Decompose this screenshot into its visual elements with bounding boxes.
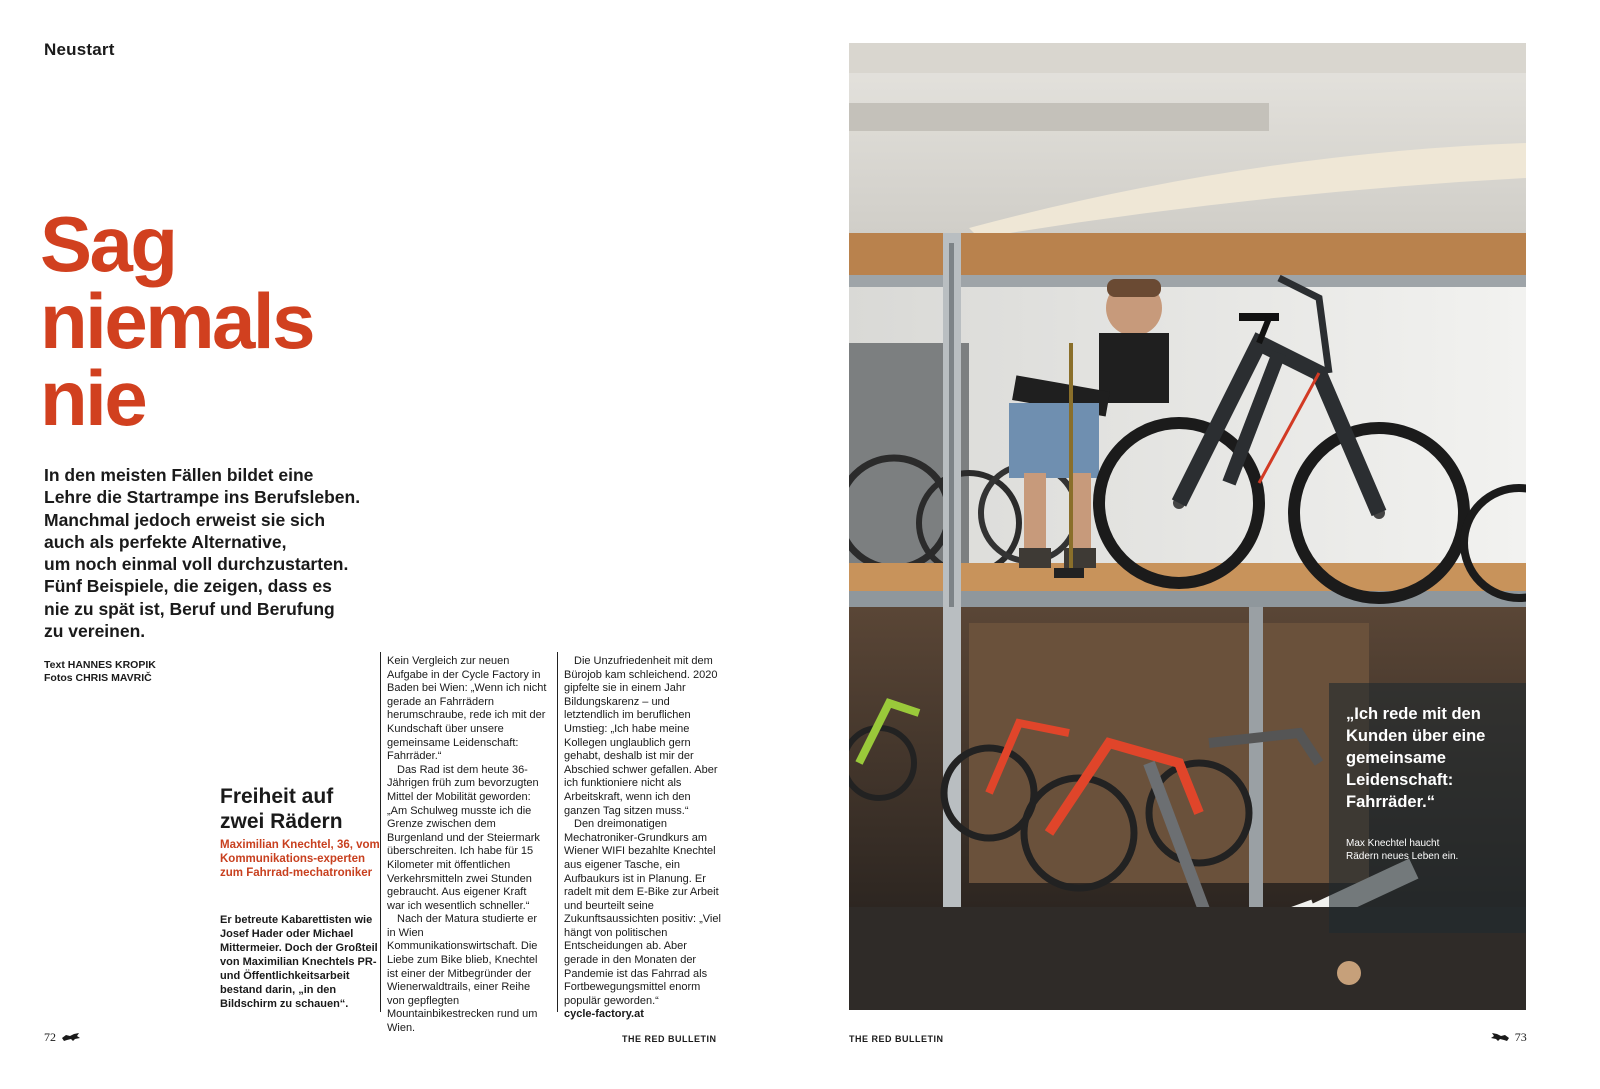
text-credit: Text HANNES KROPIK: [44, 659, 156, 671]
bike-workshop-photo: [849, 43, 1526, 1010]
headline: [40, 200, 400, 442]
paragraph: Nach der Matura studierte er in Wien Kommunikationswirtschaft. Die Liebe zum Bike blieb, Knechtel ist einer der Mitbegründer der Wienerwaldtrails, einer Reihe von gepflegten Mountainbikestrecken rund um Wien.: [387, 913, 538, 1035]
brand-footer-left: THE RED BULLETIN: [622, 1034, 717, 1044]
profile-lead: Er betreute Kabarettisten wie Josef Hader oder Michael Mittermeier. Doch der Großteil von Maximilian Knechtels PR- und Öffentlichkeitsarbeit bestand darin, „in den Bildschirm zu schauen“.: [220, 914, 378, 1010]
bull-logo-icon: [1490, 1032, 1510, 1045]
profile-deck: Maximilian Knechtel, 36, vom Kommunikations-experten zum Fahrrad-mechatroniker: [220, 839, 380, 879]
intro-line: Manchmal jedoch erweist sie sich: [44, 509, 326, 530]
intro-line: nie zu spät ist, Beruf und Berufung: [44, 598, 335, 619]
intro-paragraph: [44, 464, 384, 642]
footer-left: [44, 1030, 81, 1045]
profile-title: Freiheit auf zwei Rädern: [220, 785, 343, 833]
photo-credit: Fotos CHRIS MAVRIČ: [44, 672, 152, 684]
website-link[interactable]: cycle-factory.at: [564, 1008, 644, 1021]
column-divider: [557, 652, 558, 1012]
paragraph: Den dreimonatigen Mechatroniker-Grundkurs am Wiener WIFI bezahlte Knechtel aus eigener Tasche, ein Aufbaukurs ist in Planung. Er radelt mit dem E-Bike zur Arbeit und beurteilt seine Zukunftsaussichten positiv: „Viel hängt von politischen Entscheidungen ab. Aber gerade in den Monaten der Pandemie ist das Fahrrad als Fortbewegungsmittel enorm populär geworden.“: [564, 818, 721, 1007]
brand-footer-right: THE RED BULLETIN: [849, 1034, 944, 1044]
paragraph: Das Rad ist dem heute 36-Jährigen früh zum bevorzugten Mittel der Mobilität geworden: „Am Schulweg musste ich die Grenze zwischen dem Burgenland und der Steiermark überschreiten. Ich habe für 15 Kilometer mit öffentlichen Verkehrsmitteln zwei Stunden gebraucht. Aus eigener Kraft war ich wesentlich schneller.“: [387, 763, 540, 912]
headline-line: nie: [40, 354, 146, 442]
intro-line: um noch einmal voll durchzustarten.: [44, 554, 349, 575]
intro-line: auch als perfekte Alternative,: [44, 531, 287, 552]
section-label: Neustart: [44, 40, 115, 59]
pull-quote: „Ich rede mit den Kunden über eine gemeinsame Leidenschaft: Fahrräder.“: [1346, 705, 1486, 811]
intro-line: Lehre die Startrampe ins Berufsleben.: [44, 487, 361, 508]
body-column-1: [387, 655, 547, 1036]
headline-line: Sag: [40, 200, 176, 288]
photo-caption: Max Knechtel haucht Rädern neues Leben ein.: [1346, 838, 1459, 862]
intro-line: In den meisten Fällen bildet eine: [44, 465, 314, 485]
credits: [44, 659, 156, 685]
page-number: 72: [44, 1030, 56, 1044]
bull-logo-icon: [61, 1032, 81, 1045]
intro-line: Fünf Beispiele, die zeigen, dass es: [44, 576, 332, 597]
intro-line: zu vereinen.: [44, 621, 146, 642]
paragraph: Die Unzufriedenheit mit dem Bürojob kam schleichend. 2020 gipfelte sie in einem Jahr Bildungskarenz – und letztendlich im beruflichen Umstieg: „Ich habe meine Kollegen unglaublich gern gehabt, deshalb ist mir der Abschied schwer gefallen. Aber ich funktioniere nicht als Arbeitskraft, wenn ich den ganzen Tag sitzen muss.“: [564, 655, 718, 817]
body-column-2: [564, 655, 724, 1022]
page-number: 73: [1514, 1030, 1527, 1044]
column-divider: [380, 652, 381, 1012]
footer-right: [1490, 1030, 1527, 1045]
paragraph: Kein Vergleich zur neuen Aufgabe in der Cycle Factory in Baden bei Wien: „Wenn ich nicht gerade an Fahrrädern herumschraube, rede ich mit der Kundschaft über unsere gemeinsame Leidenschaft: Fahrräder.“: [387, 655, 547, 763]
headline-line: niemals: [40, 277, 313, 365]
